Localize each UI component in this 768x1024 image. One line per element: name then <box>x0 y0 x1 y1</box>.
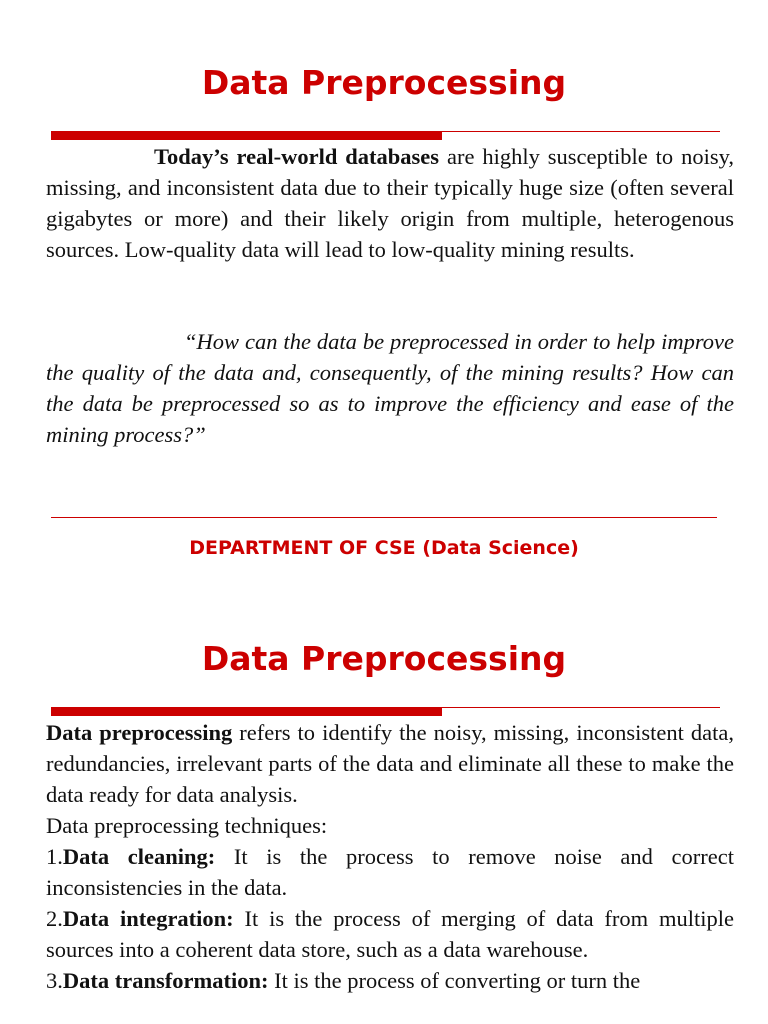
list-item-text: It is the process to remove noise and correct inconsistencies in the data. <box>46 844 734 900</box>
title-underline-thin <box>442 131 720 132</box>
quote-text: “How can the data be preprocessed in order to help improve the quality of the data and, consequently, of the mining results? How can the data be preprocessed so as to improve the efficiency and ease of the mining process?” <box>46 329 734 447</box>
list-item <box>46 903 734 965</box>
title-underline-thick <box>51 707 442 716</box>
list-item-term: Data integration: <box>62 906 234 931</box>
list-item <box>46 965 734 996</box>
list-item-term: Data transformation: <box>62 968 269 993</box>
slide-title: Data Preprocessing <box>201 63 567 102</box>
title-underline-thin <box>442 707 720 708</box>
department-footer: DEPARTMENT OF CSE (Data Science) <box>189 537 579 559</box>
quote-paragraph <box>46 326 734 450</box>
list-item-text: It is the process of merging of data from multiple sources into a coherent data store, such as a data warehouse. <box>46 906 734 962</box>
definition-text: refers to identify the noisy, missing, inconsistent data, redundancies, irrelevant parts of the data and eliminate all these to make the data ready for data analysis. <box>46 720 734 807</box>
definition-bold: Data preprocessing <box>46 720 233 745</box>
list-item-term: Data cleaning: <box>62 844 216 869</box>
list-item <box>46 841 734 903</box>
list-item-number: 1. <box>46 844 63 869</box>
definition-paragraph <box>46 717 734 810</box>
intro-paragraph <box>46 141 734 265</box>
techniques-heading: Data preprocessing techniques: <box>46 813 328 838</box>
list-item-text: It is the process of converting or turn the <box>268 968 641 993</box>
footer-divider <box>51 517 717 518</box>
title-underline-thick <box>51 131 442 140</box>
slide-title: Data Preprocessing <box>201 639 567 678</box>
slide-2-body <box>46 717 734 996</box>
list-item-number: 3. <box>46 968 63 993</box>
intro-text: are highly susceptible to noisy, missing, and inconsistent data due to their typically huge size (often several gigabytes or more) and their likely origin from multiple, heterogenous sources. Low-quality data will lead to low-quality mining results. <box>46 144 735 262</box>
intro-bold: Today’s real-world databases <box>154 144 440 169</box>
list-item-number: 2. <box>46 906 63 931</box>
